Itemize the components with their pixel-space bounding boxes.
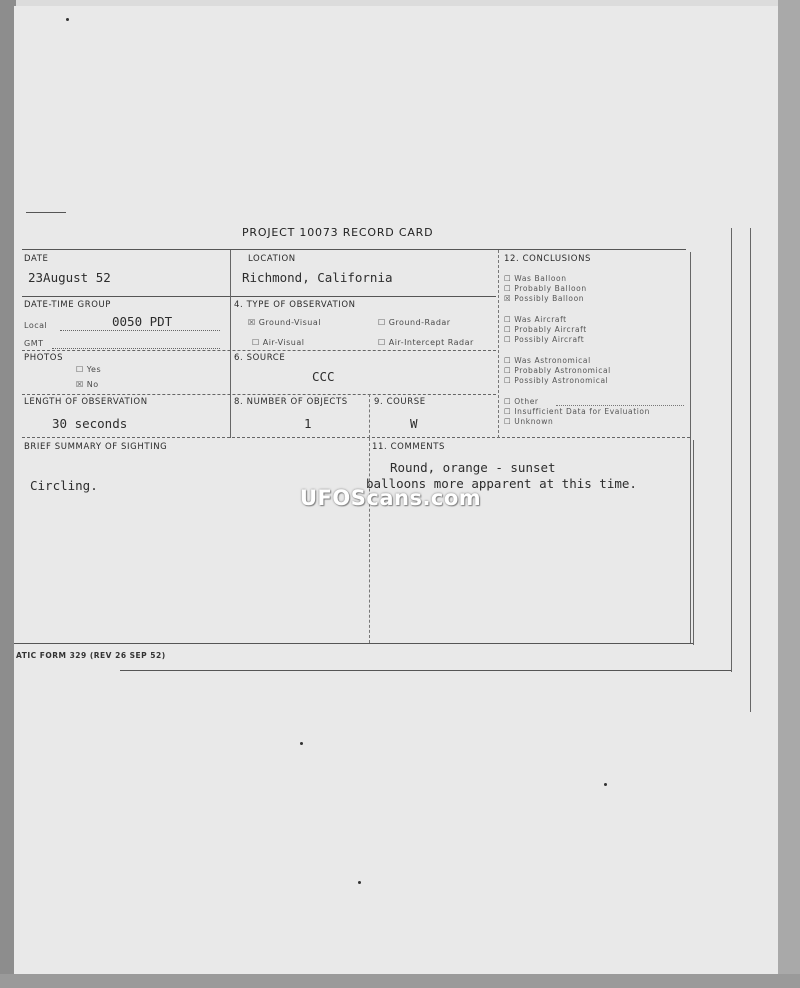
date-value: 23August 52 (28, 270, 111, 285)
type-ground-radar: ☐ Ground-Radar (378, 318, 451, 327)
scan-right-rule (750, 228, 751, 712)
length-label: LENGTH OF OBSERVATION (24, 397, 148, 407)
photos-no: ☒ No (76, 380, 99, 389)
local-label: Local (24, 321, 48, 330)
type-air-visual: ☐ Air-Visual (252, 338, 305, 347)
objects-value: 1 (304, 416, 312, 431)
col-line-1 (230, 250, 231, 438)
conclusion-unknown: ☐ Unknown (504, 417, 554, 426)
frame-right-line (690, 252, 691, 644)
card-title: PROJECT 10073 RECORD CARD (242, 226, 434, 239)
source-value: CCC (312, 369, 335, 384)
conclusions-label: 12. CONCLUSIONS (504, 254, 592, 264)
gmt-underline (52, 348, 220, 349)
row-line-2 (22, 350, 496, 351)
dtg-label: DATE-TIME GROUP (24, 300, 112, 310)
conclusion-possibly-astronomical: ☐ Possibly Astronomical (504, 376, 609, 385)
offset-frame-bottom (120, 670, 732, 671)
scan-speck (300, 742, 303, 745)
row-line-1 (22, 296, 496, 297)
conclusion-probably-astronomical: ☐ Probably Astronomical (504, 366, 611, 375)
watermark: UFOScans.com (300, 486, 482, 510)
col-line-2 (369, 394, 370, 438)
date-label: DATE (24, 254, 49, 264)
scan-speck (358, 881, 361, 884)
conclusion-other: ☐ Other (504, 397, 539, 406)
frame-bottom-line (14, 643, 694, 644)
comments-label: 11. COMMENTS (372, 442, 446, 452)
other-underline (556, 405, 684, 406)
conclusion-probably-aircraft: ☐ Probably Aircraft (504, 325, 587, 334)
col-line-comments (369, 438, 370, 643)
conclusion-was-astronomical: ☐ Was Astronomical (504, 356, 591, 365)
frame-top-line (22, 249, 686, 250)
row-line-4 (22, 437, 690, 438)
gmt-label: GMT (24, 339, 44, 348)
scan-mark (26, 212, 66, 213)
local-underline (60, 330, 220, 331)
col-line-3 (498, 250, 499, 438)
frame-right-line-lower (693, 440, 694, 645)
conclusion-possibly-aircraft: ☐ Possibly Aircraft (504, 335, 585, 344)
type-label: 4. TYPE OF OBSERVATION (234, 300, 356, 310)
comments-line-2: balloons more apparent at this time. (366, 476, 637, 491)
summary-label: BRIEF SUMMARY OF SIGHTING (24, 442, 168, 452)
location-label: LOCATION (248, 254, 296, 264)
type-air-intercept: ☐ Air-Intercept Radar (378, 338, 474, 347)
length-value: 30 seconds (52, 416, 128, 431)
summary-value: Circling. (30, 478, 98, 493)
source-label: 6. SOURCE (234, 353, 286, 363)
offset-frame-right (731, 228, 732, 672)
photos-label: PHOTOS (24, 353, 64, 363)
photos-yes: ☐ Yes (76, 365, 102, 374)
objects-label: 8. NUMBER OF OBJECTS (234, 397, 348, 407)
local-value: 0050 PDT (112, 314, 173, 329)
conclusion-possibly-balloon: ☒ Possibly Balloon (504, 294, 585, 303)
conclusion-was-balloon: ☐ Was Balloon (504, 274, 567, 283)
conclusion-insufficient-data: ☐ Insufficient Data for Evaluation (504, 407, 650, 416)
conclusion-was-aircraft: ☐ Was Aircraft (504, 315, 567, 324)
location-value: Richmond, California (242, 270, 393, 285)
form-id: ATIC FORM 329 (REV 26 SEP 52) (16, 651, 166, 660)
type-ground-visual: ☒ Ground-Visual (248, 318, 321, 327)
course-label: 9. COURSE (374, 397, 426, 407)
row-line-3 (22, 394, 496, 395)
comments-line-1: Round, orange - sunset (390, 460, 556, 475)
scan-speck (66, 18, 69, 21)
course-value: W (410, 416, 418, 431)
conclusion-probably-balloon: ☐ Probably Balloon (504, 284, 587, 293)
scan-speck (604, 783, 607, 786)
